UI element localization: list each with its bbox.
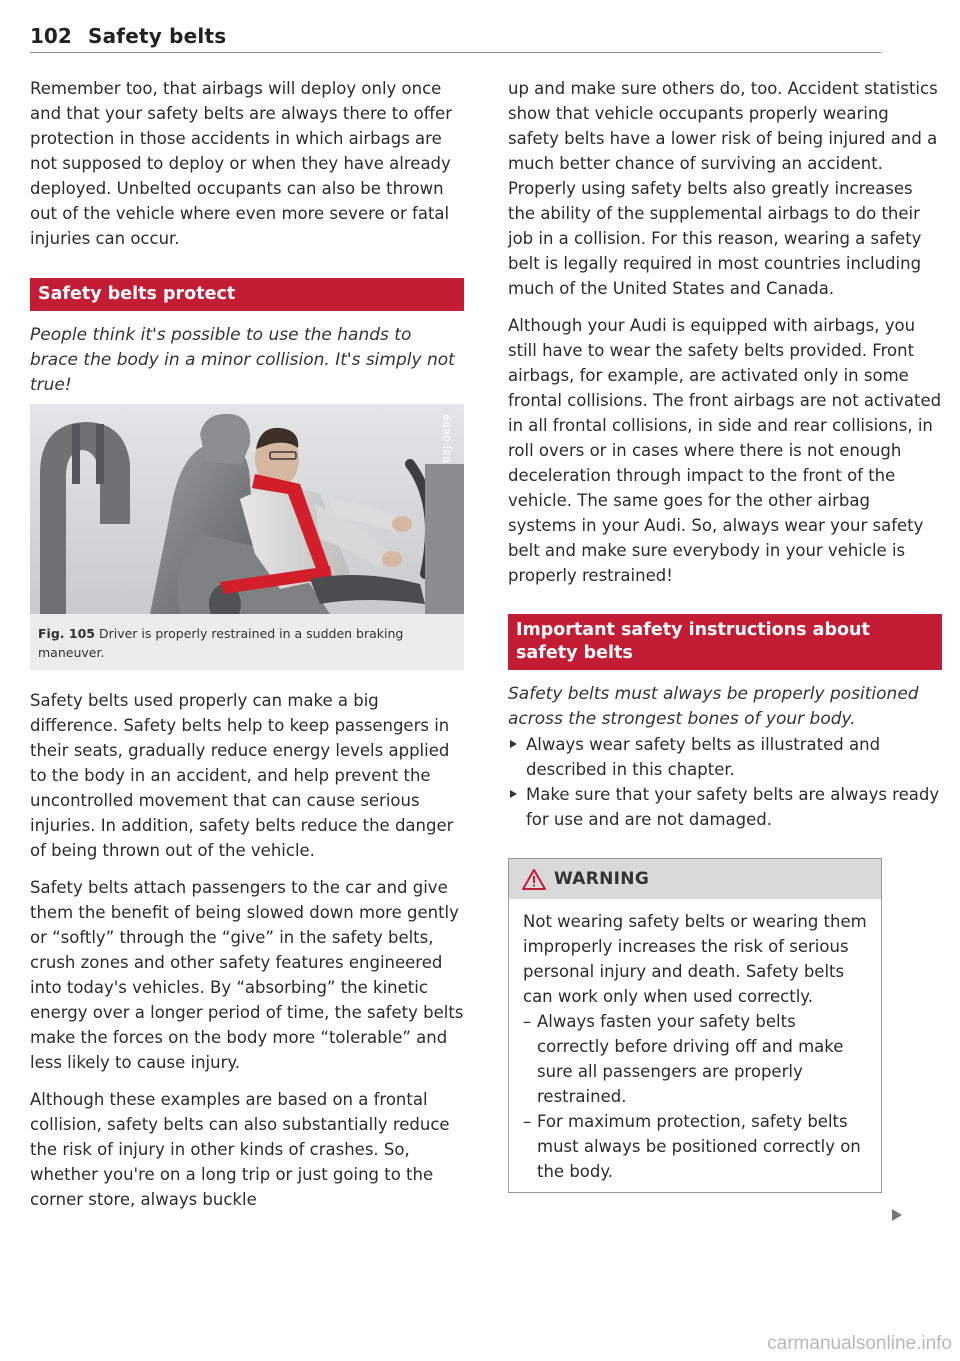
continue-arrow-icon <box>892 1209 902 1221</box>
paragraph-attach-passengers: Safety belts attach passengers to the car and give them the benefit of being slowed down more gently or “softly” through the “give” in the safety belts, crush zones and other safety features engineered into today's vehicles. By “absorbing” the kinetic energy over a longer period of time, the safety belts make the forces on the body more “tolerable” and less likely to cause injury. <box>30 878 464 1072</box>
right-column <box>508 76 942 1193</box>
list-item: – Always fasten your safety belts correctly before driving off and make sure all passengers are properly restrained. <box>523 1012 844 1106</box>
warning-title: WARNING <box>554 868 650 889</box>
figure-code: B8J-0699 <box>442 414 453 463</box>
bullet-triangle-icon <box>510 740 517 748</box>
header-divider <box>30 52 881 53</box>
section-lead: People think it's possible to use the hands to brace the body in a minor collision. It's simply not true! <box>30 325 455 395</box>
list-item: – For maximum protection, safety belts must always be positioned correctly on the body. <box>523 1112 861 1181</box>
section-lead-positioned: Safety belts must always be properly positioned across the strongest bones of your body. <box>508 684 919 729</box>
figure-label: Fig. 105 <box>38 626 95 641</box>
section-heading-safety-belts-protect: Safety belts protect <box>30 278 464 311</box>
instruction-list <box>508 732 942 832</box>
section-title: Safety belts <box>88 24 227 48</box>
warning-text: Not wearing safety belts or wearing them improperly increases the risk of serious personal injury and death. Safety belts can work only when used correctly. <box>523 912 867 1006</box>
list-item: Make sure that your safety belts are always ready for use and are not damaged. <box>508 782 942 832</box>
paragraph-airbags-equipped: Although your Audi is equipped with airbags, you still have to wear the safety belts provided. Front airbags, for example, are activated only in some frontal collisions. The front airbags are not activated in all frontal collisions, in side and rear collisions, in roll overs or in cases where there is not enough deceleration through impact to the front of the vehicle. The same goes for the other airbag systems in your Audi. So, always wear your safety belt and make sure everybody in your vehicle is properly restrained! <box>508 316 942 585</box>
figure-driver-restrained <box>30 404 464 614</box>
warning-list <box>523 1009 869 1184</box>
watermark: carmanualsonline.info <box>767 1333 952 1354</box>
figure-caption-text: Driver is properly restrained in a sudden braking maneuver. <box>38 626 404 660</box>
warning-box <box>508 858 882 1193</box>
warning-header <box>509 859 881 899</box>
paragraph-big-difference: Safety belts used properly can make a big difference. Safety belts help to keep passengers in their seats, gradually reduce energy levels applied to the body in an accident, and help prevent the uncontrolled movement that can cause serious injuries. In addition, safety belts reduce the danger of being thrown out of the vehicle. <box>30 691 454 860</box>
section-heading-important-instructions: Important safety instructions about safety belts <box>508 614 942 670</box>
left-column <box>30 76 464 1212</box>
page-number: 102 <box>30 24 72 48</box>
paragraph-accident-statistics: up and make sure others do, too. Accident statistics show that vehicle occupants properly wearing safety belts have a lower risk of being injured and a much better chance of surviving an accident. Properly using safety belts also greatly increases the ability of the supplemental airbags to do their job in a collision. For this reason, wearing a safety belt is legally required in most countries including much of the United States and Canada. <box>508 79 938 298</box>
warning-triangle-icon <box>522 869 546 890</box>
list-item: Always wear safety belts as illustrated and described in this chapter. <box>508 732 942 782</box>
bullet-triangle-icon <box>510 790 517 798</box>
figure-caption <box>30 614 464 670</box>
intro-paragraph: Remember too, that airbags will deploy only once and that your safety belts are always there to offer protection in those accidents in which airbags are not supposed to deploy or when they have already deployed. Unbelted occupants can also be thrown out of the vehicle where even more severe or fatal injuries can occur. <box>30 79 452 248</box>
paragraph-frontal-collision: Although these examples are based on a frontal collision, safety belts can also substantially reduce the risk of injury in other kinds of crashes. So, whether you're on a long trip or just going to the corner store, always buckle <box>30 1090 450 1209</box>
warning-body <box>509 899 881 1192</box>
driver-illustration <box>30 404 464 614</box>
page-header <box>30 24 880 54</box>
